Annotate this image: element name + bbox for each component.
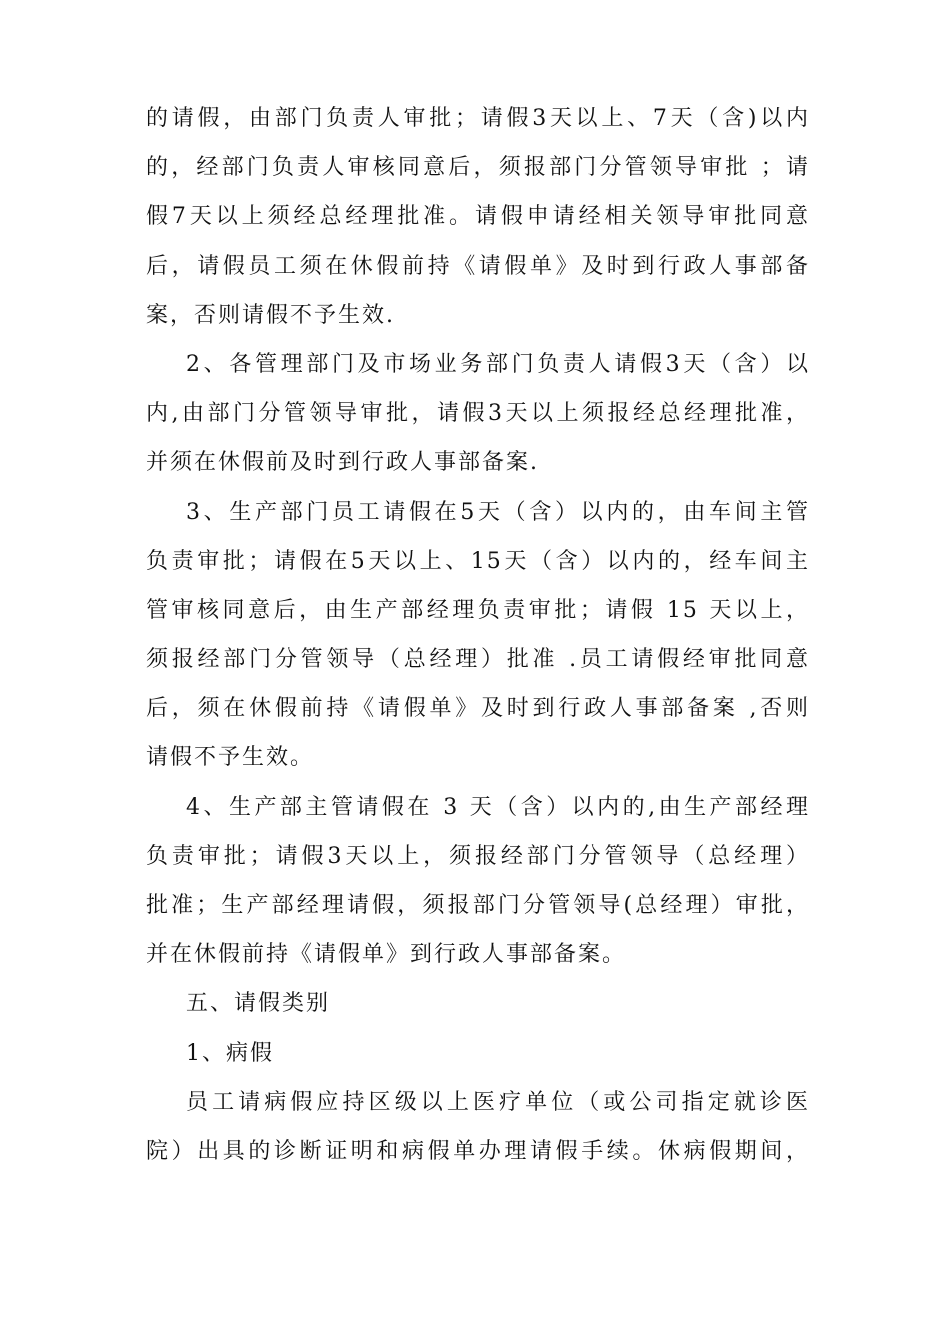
paragraph-first-line: 3、生产部门员工请假在5天（含）以内的，由车间主管	[186, 499, 810, 525]
section-heading: 五、请假类别	[186, 991, 331, 1017]
paragraph-first-line: 4、生产部主管请假在 3 天（含）以内的,由生产部经理	[186, 794, 810, 820]
text-line: 内,由部门分管领导审批，请假3天以上须报经总经理批准，	[146, 401, 810, 427]
text-line: 的请假，由部门负责人审批；请假3天以上、7天（含)以内	[146, 106, 810, 131]
text-line: 院）出具的诊断证明和病假单办理请假手续。休病假期间，	[146, 1138, 810, 1164]
text-line: 管审核同意后，由生产部经理负责审批；请假 15 天以上，	[146, 597, 810, 623]
text-line: 批准；生产部经理请假，须报部门分管领导(总经理）审批，	[146, 893, 810, 918]
paragraph-first-line: 员工请病假应持区级以上医疗单位（或公司指定就诊医	[186, 1089, 810, 1115]
text-line: 并须在休假前及时到行政人事部备案.	[146, 450, 539, 476]
text-line: 并在休假前持《请假单》到行政人事部备案。	[146, 942, 627, 968]
text-line: 负责审批；请假3天以上，须报经部门分管领导（总经理）	[146, 843, 810, 869]
text-line: 后，须在休假前持《请假单》及时到行政人事部备案 ,否则	[146, 696, 810, 722]
text-line: 的，经部门负责人审核同意后，须报部门分管领导审批 ；请	[146, 155, 810, 181]
text-line: 负责审批；请假在5天以上、15天（含）以内的，经车间主	[146, 548, 810, 574]
text-line: 须报经部门分管领导（总经理）批准 .员工请假经审批同意	[146, 647, 810, 673]
document-body	[146, 94, 810, 1176]
subsection-heading: 1、病假	[186, 1040, 274, 1066]
text-line: 假7天以上须经总经理批准。请假申请经相关领导审批同意	[146, 204, 810, 230]
text-line: 案，否则请假不予生效.	[146, 302, 395, 328]
text-line: 请假不予生效。	[146, 745, 315, 771]
paragraph-first-line: 2、各管理部门及市场业务部门负责人请假3天（含）以	[186, 351, 810, 377]
text-line: 后，请假员工须在休假前持《请假单》及时到行政人事部备	[146, 253, 810, 279]
